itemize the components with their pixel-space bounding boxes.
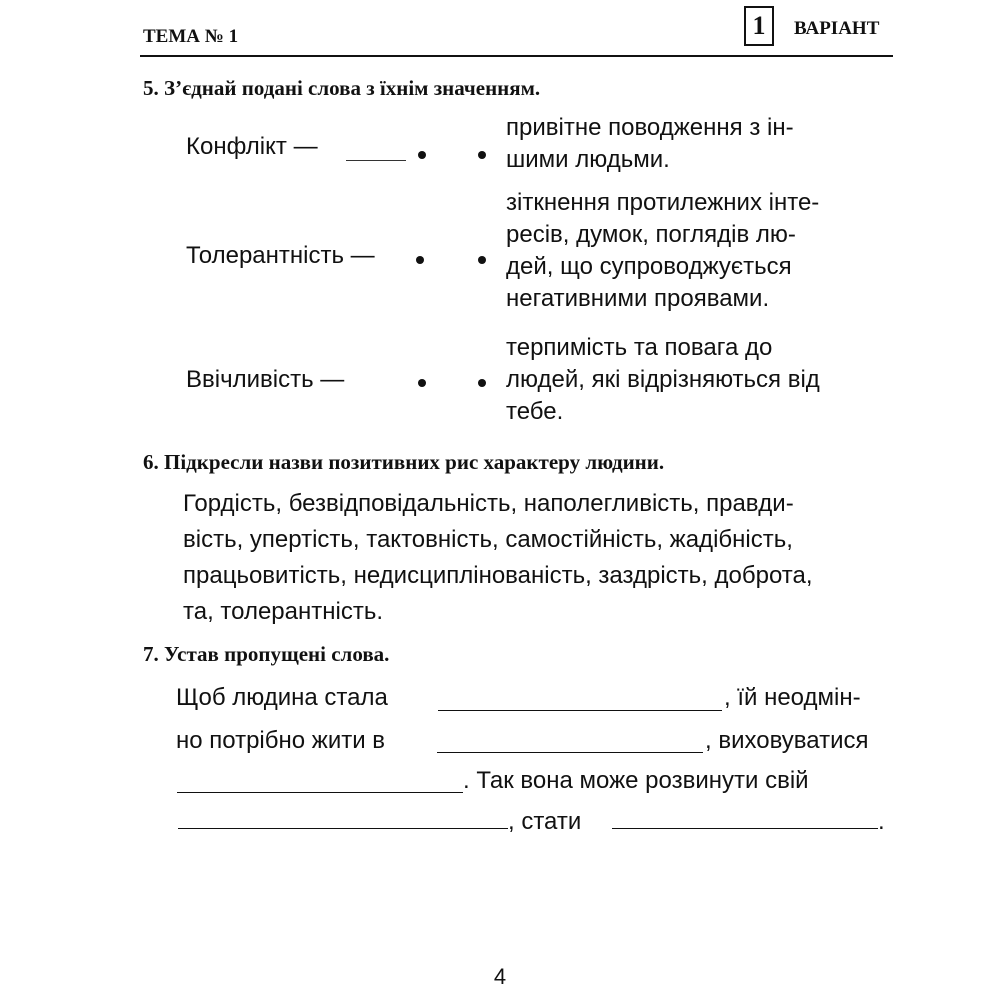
- meaning-line: терпимість та повага до: [506, 334, 773, 361]
- word-underline: [346, 160, 406, 161]
- meaning-politeness: [506, 112, 876, 176]
- traits-line: Гордість, безвідповідальність, наполегливість, правди-: [183, 490, 794, 517]
- right-match-dot[interactable]: [478, 379, 486, 387]
- variant-label: ВАРІАНТ: [794, 18, 880, 39]
- answer-blank-4[interactable]: [178, 828, 508, 829]
- traits-line: та, толерантність.: [183, 598, 383, 625]
- meaning-line: тебе.: [506, 398, 564, 425]
- traits-list: [183, 486, 903, 630]
- fill-text: но потрібно жити в: [176, 727, 386, 754]
- header-divider: [140, 55, 893, 57]
- traits-line: вість, упертість, тактовність, самостійність, жадібність,: [183, 526, 793, 553]
- page-number: 4: [493, 964, 507, 989]
- meaning-line: негативними проявами.: [506, 285, 770, 312]
- right-match-dot[interactable]: [478, 256, 486, 264]
- left-match-dot[interactable]: [416, 256, 424, 264]
- task-7-heading: 7. Устав пропущені слова.: [143, 642, 390, 666]
- left-match-dot[interactable]: [418, 379, 426, 387]
- variant-number-box: 1: [744, 6, 774, 46]
- fill-text: , стати: [508, 808, 582, 835]
- meaning-line: дей, що супроводжується: [506, 253, 792, 280]
- answer-blank-5[interactable]: [612, 828, 878, 829]
- fill-text: , їй неодмін-: [724, 684, 861, 711]
- answer-blank-2[interactable]: [437, 752, 703, 753]
- meaning-line: ресів, думок, поглядів лю-: [506, 221, 796, 248]
- traits-line: працьовитість, недисциплінованість, заздрість, доброта,: [183, 562, 813, 589]
- right-match-dot[interactable]: [478, 151, 486, 159]
- fill-text: .: [878, 808, 885, 835]
- meaning-line: привітне поводження з ін-: [506, 114, 794, 141]
- word-tolerance: Толерантність —: [186, 242, 375, 269]
- meaning-line: зіткнення протилежних інте-: [506, 189, 820, 216]
- answer-blank-1[interactable]: [438, 710, 722, 711]
- fill-text: Щоб людина стала: [176, 684, 388, 711]
- answer-blank-3[interactable]: [177, 792, 463, 793]
- meaning-tolerance: [506, 332, 876, 428]
- word-conflict: Конфлікт —: [186, 133, 318, 160]
- task-5-heading: 5. З’єднай подані слова з їхнім значенням.: [143, 76, 541, 100]
- meaning-line: шими людьми.: [506, 146, 670, 173]
- topic-label: ТЕМА № 1: [143, 26, 239, 47]
- meaning-line: людей, які відрізняються від: [506, 366, 820, 393]
- fill-text: . Так вона може розвинути свій: [463, 767, 809, 794]
- left-match-dot[interactable]: [418, 151, 426, 159]
- task-6-heading: 6. Підкресли назви позитивних рис характеру людини.: [143, 450, 665, 474]
- fill-text: , виховуватися: [705, 727, 869, 754]
- word-politeness: Ввічливість —: [186, 366, 345, 393]
- meaning-conflict: [506, 187, 876, 315]
